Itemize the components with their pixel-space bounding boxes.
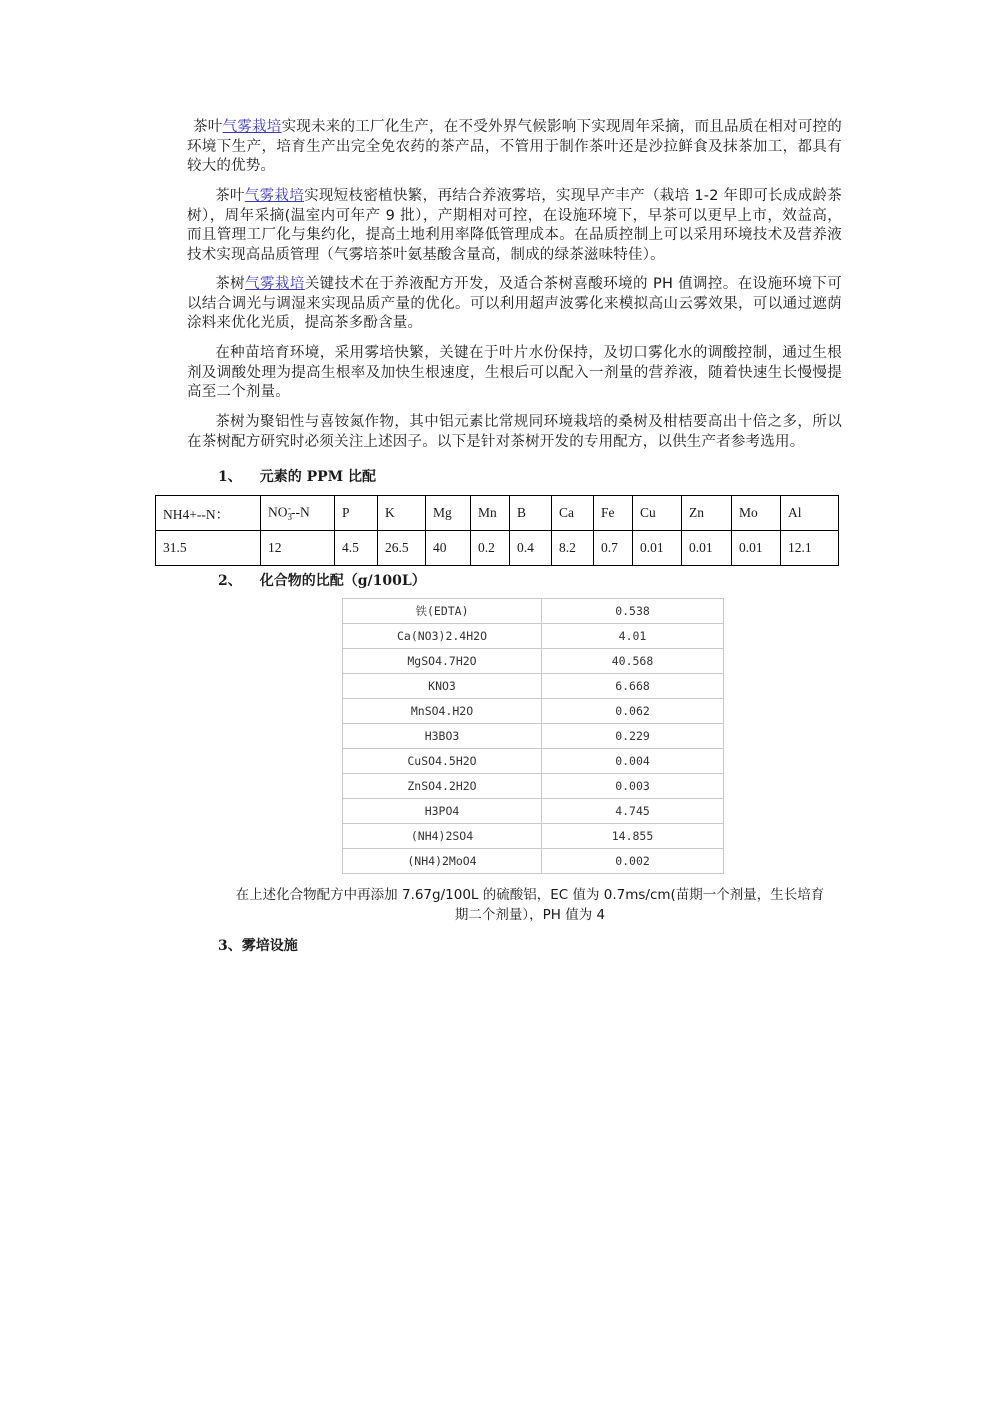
table-header-row (156, 496, 839, 531)
compound-value-cell: 4.745 (542, 799, 724, 824)
paragraph-4 (187, 344, 842, 403)
table-row (343, 599, 724, 624)
header-cell: Ca (552, 496, 594, 531)
paragraph-2-prefix: 茶叶 (215, 188, 245, 204)
header-cell-no3: $NO_3^---N$ (261, 496, 335, 531)
header-cell: NH4+--N： (156, 496, 261, 531)
value-cell: 0.01 (633, 531, 682, 566)
table-row (343, 774, 724, 799)
paragraph-1-prefix: 茶叶 (193, 119, 223, 135)
table-row (343, 824, 724, 849)
header-cell: Al (781, 496, 839, 531)
value-cell: 8.2 (552, 531, 594, 566)
header-cell: Zn (682, 496, 732, 531)
section-2-heading (218, 570, 426, 590)
table-row (343, 799, 724, 824)
table-row (343, 699, 724, 724)
compound-name-cell: ZnSO4.2H2O (343, 774, 542, 799)
compound-name-cell: MgSO4.7H2O (343, 649, 542, 674)
compound-name-cell: KNO3 (343, 674, 542, 699)
compound-name-cell: (NH4)2MoO4 (343, 849, 542, 874)
compound-ratio-table (342, 598, 724, 874)
compound-name-cell: Ca(NO3)2.4H2O (343, 624, 542, 649)
compound-value-cell: 0.538 (542, 599, 724, 624)
compound-value-cell: 0.062 (542, 699, 724, 724)
note-line-1: 在上述化合物配方中再添加 7.67g/100L 的硫酸铝，EC 值为 0.7ms/cm(苗期一个剂量，生长培育 (235, 887, 825, 903)
paragraph-3-text: 关键技术在于养液配方开发，及适合茶树喜酸环境的 PH 值调控。在设施环境下可以结合调光与调湿来实现品质产量的优化。可以利用超声波雾化来模拟高山云雾效果，可以通过遮荫涂料来优化光质，提高茶多酚含量。 (187, 276, 842, 331)
table-row (343, 749, 724, 774)
compound-value-cell: 6.668 (542, 674, 724, 699)
section-1-heading (218, 466, 376, 486)
value-cell: 0.01 (732, 531, 781, 566)
aeroponics-link[interactable]: 气雾栽培 (244, 188, 305, 204)
formula-note (215, 885, 845, 925)
compound-name-cell: (NH4)2SO4 (343, 824, 542, 849)
compound-name-cell: CuSO4.5H2O (343, 749, 542, 774)
compound-value-cell: 0.003 (542, 774, 724, 799)
paragraph-2-text: 实现短枝密植快繁，再结合养液雾培，实现早产丰产（栽培 1-2 年即可长成成龄茶树），周年采摘(温室内可年产 9 批），产期相对可控，在设施环境下，早茶可以更早上市，效益高，而且管理工厂化与集约化，提高土地利用率降低管理成本。在品质控制上可以采用环境技术及营养液技术实现高品质管理（气雾培茶叶氨基酸含量高，制成的绿茶滋味特佳）。 (187, 188, 842, 263)
ppm-ratio-table (155, 495, 839, 566)
header-cell: Mg (426, 496, 471, 531)
table-value-row (156, 531, 839, 566)
compound-value-cell: 0.004 (542, 749, 724, 774)
value-cell: 0.2 (471, 531, 510, 566)
value-cell: 0.01 (682, 531, 732, 566)
paragraph-1-text: 实现未来的工厂化生产，在不受外界气候影响下实现周年采摘，而且品质在相对可控的环境下生产，培育生产出完全免农药的茶产品，不管用于制作茶叶还是沙拉鲜食及抹茶加工，都具有较大的优势。 (187, 119, 842, 174)
paragraph-5 (187, 413, 842, 452)
value-cell: 4.5 (335, 531, 378, 566)
value-cell: 31.5 (156, 531, 261, 566)
compound-value-cell: 0.229 (542, 724, 724, 749)
header-cell: P (335, 496, 378, 531)
section-3-heading: 3、雾培设施 (218, 938, 298, 954)
aeroponics-link[interactable]: 气雾栽培 (245, 276, 305, 292)
value-cell: 12 (261, 531, 335, 566)
header-cell: Cu (633, 496, 682, 531)
table-row (343, 649, 724, 674)
paragraph-5-text: 茶树为聚铝性与喜铵氮作物，其中铝元素比常规同环境栽培的桑树及柑桔要高出十倍之多，所以在茶树配方研究时必须关注上述因子。以下是针对茶树开发的专用配方，以供生产者参考选用。 (187, 414, 842, 450)
header-cell: B (510, 496, 552, 531)
table-row (343, 724, 724, 749)
paragraph-3-prefix: 茶树 (215, 276, 246, 292)
header-cell: Fe (594, 496, 633, 531)
compound-value-cell: 0.002 (542, 849, 724, 874)
value-cell: 0.7 (594, 531, 633, 566)
value-cell: 12.1 (781, 531, 839, 566)
compound-name-cell: MnSO4.H2O (343, 699, 542, 724)
paragraph-3 (187, 275, 842, 334)
header-cell: Mn (471, 496, 510, 531)
compound-name-cell: H3BO3 (343, 724, 542, 749)
header-cell: K (378, 496, 426, 531)
paragraph-1 (187, 118, 842, 177)
paragraph-4-text: 在种苗培育环境，采用雾培快繁，关键在于叶片水份保持，及切口雾化水的调酸控制，通过生根剂及调酸处理为提高生根率及加快生根速度，生根后可以配入一剂量的营养液，随着快速生长慢慢提高至二个剂量。 (187, 345, 842, 400)
paragraph-2 (187, 187, 842, 265)
section-2-title: 化合物的比配（g/100L） (259, 573, 426, 589)
note-line-2: 期二个剂量），PH 值为 4 (454, 907, 606, 923)
table-row (343, 674, 724, 699)
section-1-number: 1、 (218, 469, 242, 485)
value-cell: 40 (426, 531, 471, 566)
value-cell: 26.5 (378, 531, 426, 566)
value-cell: 0.4 (510, 531, 552, 566)
section-1-title: 元素的 PPM 比配 (259, 469, 377, 485)
table-row (343, 849, 724, 874)
header-cell: Mo (732, 496, 781, 531)
compound-value-cell: 14.855 (542, 824, 724, 849)
compound-name-cell: H3PO4 (343, 799, 542, 824)
section-2-number: 2、 (218, 573, 242, 589)
compound-value-cell: 4.01 (542, 624, 724, 649)
table-row (343, 624, 724, 649)
aeroponics-link[interactable]: 气雾栽培 (222, 119, 282, 135)
compound-value-cell: 40.568 (542, 649, 724, 674)
compound-name-cell: 铁(EDTA) (343, 599, 542, 624)
